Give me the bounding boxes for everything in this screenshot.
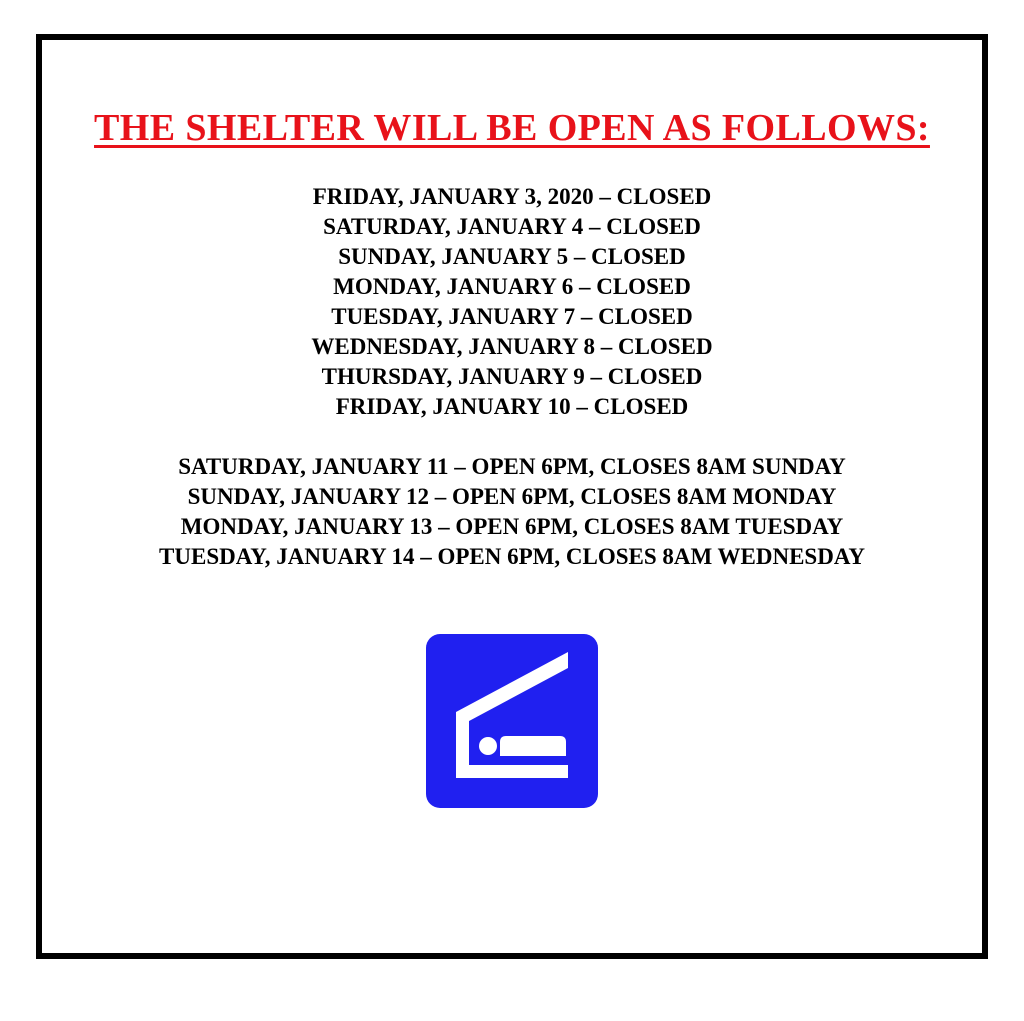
list-item: SUNDAY, JANUARY 5 – CLOSED — [338, 243, 686, 269]
list-item: TUESDAY, JANUARY 14 – OPEN 6PM, CLOSES 8AM WEDNESDAY — [159, 543, 865, 569]
schedule-list — [42, 182, 982, 572]
list-item: WEDNESDAY, JANUARY 8 – CLOSED — [311, 333, 713, 359]
poster-content — [42, 108, 982, 1021]
list-item: TUESDAY, JANUARY 7 – CLOSED — [331, 303, 693, 329]
open-days-group — [42, 452, 982, 572]
list-item: THURSDAY, JANUARY 9 – CLOSED — [321, 363, 703, 389]
shelter-bed-icon — [426, 624, 598, 818]
page-title: THE SHELTER WILL BE OPEN AS FOLLOWS: — [94, 107, 930, 149]
list-item: MONDAY, JANUARY 13 – OPEN 6PM, CLOSES 8AM TUESDAY — [180, 513, 844, 539]
list-item: SATURDAY, JANUARY 4 – CLOSED — [323, 213, 701, 239]
poster-frame — [36, 34, 988, 959]
list-item: MONDAY, JANUARY 6 – CLOSED — [333, 273, 691, 299]
icon-container — [42, 624, 982, 818]
closed-days-group — [42, 182, 982, 422]
list-item: FRIDAY, JANUARY 3, 2020 – CLOSED — [312, 183, 712, 209]
list-item: SUNDAY, JANUARY 12 – OPEN 6PM, CLOSES 8AM MONDAY — [187, 483, 837, 509]
list-item: FRIDAY, JANUARY 10 – CLOSED — [335, 393, 689, 419]
list-item: SATURDAY, JANUARY 11 – OPEN 6PM, CLOSES 8AM SUNDAY — [178, 453, 846, 479]
schedule-spacer — [42, 422, 982, 452]
